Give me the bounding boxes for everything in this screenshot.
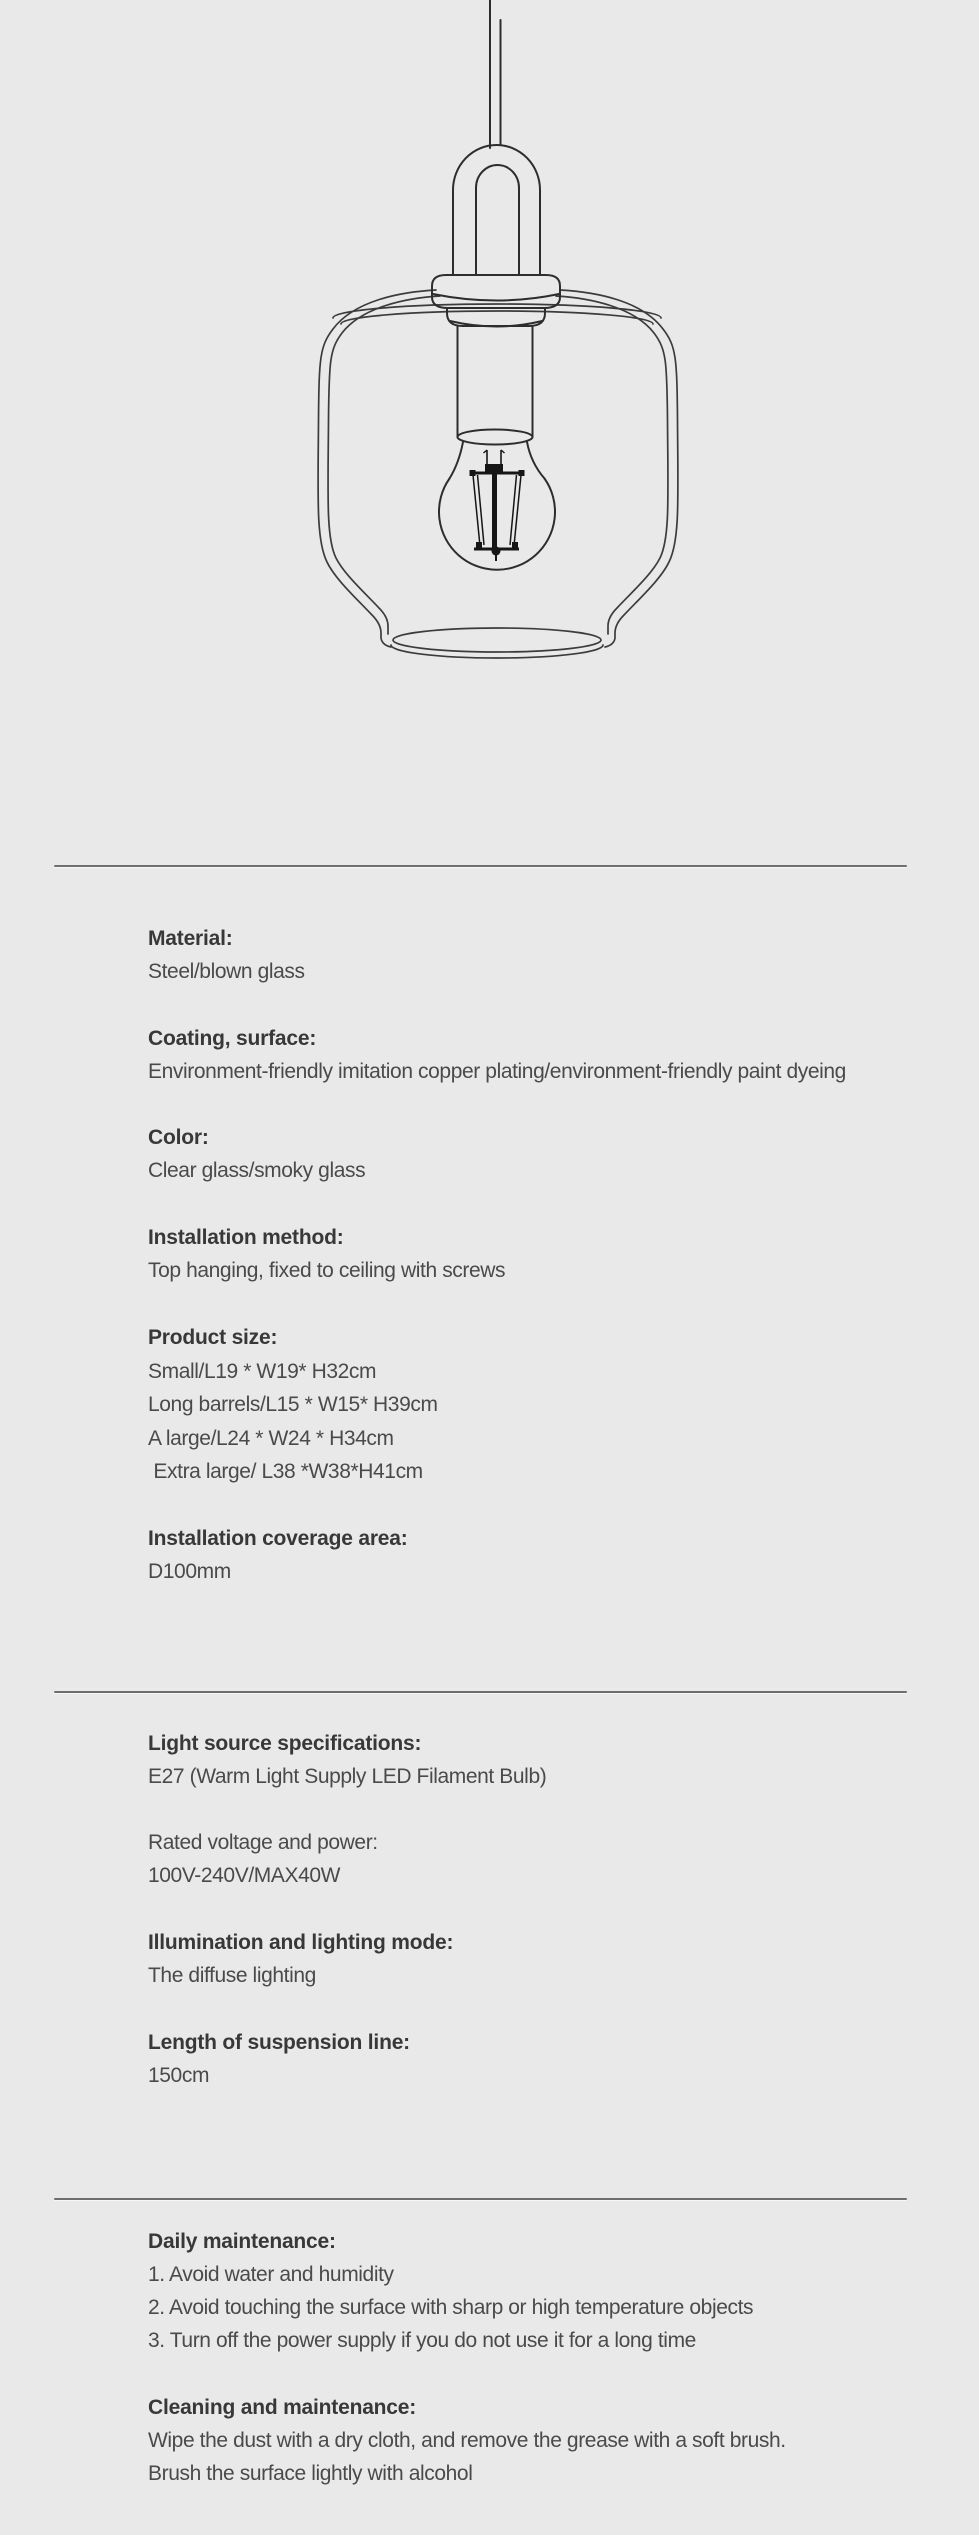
coating-label: Coating, surface: xyxy=(148,1027,317,1050)
light-source-value: E27 (Warm Light Supply LED Filament Bulb) xyxy=(148,1765,547,1788)
color-value: Clear glass/smoky glass xyxy=(148,1159,366,1182)
coating-value: Environment-friendly imitation copper plating/environment-friendly paint dyeing xyxy=(148,1060,846,1083)
daily-maintenance-label: Daily maintenance: xyxy=(148,2230,336,2253)
coverage-area-value: D100mm xyxy=(148,1560,231,1583)
coverage-area-label: Installation coverage area: xyxy=(148,1527,408,1550)
section-divider-3 xyxy=(54,2198,907,2200)
daily-maintenance-item-1: 1. Avoid water and humidity xyxy=(148,2263,394,2286)
suspension-length-value: 150cm xyxy=(148,2064,210,2087)
product-size-small: Small/L19 * W19* H32cm xyxy=(148,1360,377,1383)
rated-voltage-value: 100V-240V/MAX40W xyxy=(148,1864,341,1887)
section-divider-1 xyxy=(54,865,907,867)
installation-method-value: Top hanging, fixed to ceiling with screws xyxy=(148,1259,506,1282)
pendant-lamp-line-drawing xyxy=(0,0,979,700)
color-label: Color: xyxy=(148,1126,209,1149)
product-size-long-barrel: Long barrels/L15 * W15* H39cm xyxy=(148,1393,438,1416)
lighting-mode-value: The diffuse lighting xyxy=(148,1964,316,1987)
daily-maintenance-item-3: 3. Turn off the power supply if you do not use it for a long time xyxy=(148,2329,696,2352)
material-label: Material: xyxy=(148,927,233,950)
daily-maintenance-item-2: 2. Avoid touching the surface with sharp or high temperature objects xyxy=(148,2296,754,2319)
lighting-mode-label: Illumination and lighting mode: xyxy=(148,1931,454,1954)
cleaning-maintenance-label: Cleaning and maintenance: xyxy=(148,2396,417,2419)
product-size-extra-large: Extra large/ L38 *W38*H41cm xyxy=(148,1460,423,1483)
installation-method-label: Installation method: xyxy=(148,1226,344,1249)
bulb-filament xyxy=(470,450,525,561)
cleaning-maintenance-line-2: Brush the surface lightly with alcohol xyxy=(148,2462,473,2485)
material-value: Steel/blown glass xyxy=(148,960,305,983)
product-size-large: A large/L24 * W24 * H34cm xyxy=(148,1427,394,1450)
cleaning-maintenance-line-1: Wipe the dust with a dry cloth, and remove the grease with a soft brush. xyxy=(148,2429,786,2452)
suspension-length-label: Length of suspension line: xyxy=(148,2031,410,2054)
rated-voltage-label: Rated voltage and power: xyxy=(148,1831,378,1854)
light-source-label: Light source specifications: xyxy=(148,1732,422,1755)
section-divider-2 xyxy=(54,1691,907,1693)
product-size-label: Product size: xyxy=(148,1326,278,1349)
